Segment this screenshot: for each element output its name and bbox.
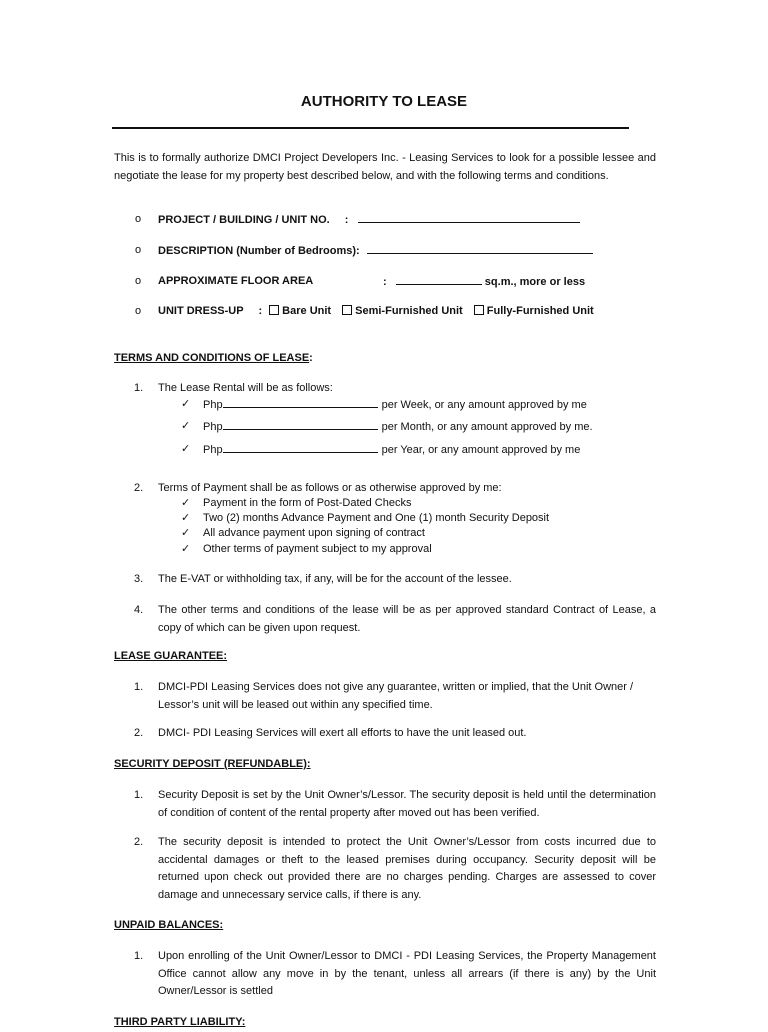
check-icon: ✓	[181, 527, 191, 539]
rental-year-blank[interactable]	[223, 441, 378, 453]
bullet-marker: o	[135, 275, 142, 287]
payment-line: All advance payment upon signing of contract	[203, 527, 425, 539]
terms-item-1-number: 1.	[134, 382, 144, 394]
floor-area-field	[158, 273, 313, 291]
check-icon: ✓	[181, 443, 191, 455]
check-icon: ✓	[181, 543, 191, 555]
rental-week-line: Php per Week, or any amount approved by me	[203, 396, 587, 415]
rental-month-blank[interactable]	[223, 418, 378, 430]
fully-furnished-label: Fully-Furnished Unit	[486, 305, 594, 317]
semi-furnished-label: Semi-Furnished Unit	[355, 305, 463, 317]
floor-area-label: APPROXIMATE FLOOR AREA	[158, 275, 314, 287]
project-label: PROJECT / BUILDING / UNIT NO.	[158, 214, 330, 226]
dress-up-colon: :	[258, 305, 263, 317]
unpaid-item-1: Upon enrolling of the Unit Owner/Lessor to DMCI - PDI Leasing Services, the Property Management Office cannot allow any move in by the tenant, unless all arrears (if there is any) by the Unit Owner/Lessor is settled	[158, 950, 656, 997]
document-title: AUTHORITY TO LEASE	[300, 93, 468, 110]
terms-item-2: Terms of Payment shall be as follows or as otherwise approved by me:	[158, 482, 502, 494]
terms-heading: TERMS AND CONDITIONS OF LEASE:	[114, 352, 313, 364]
check-icon: ✓	[181, 497, 191, 509]
floor-area-suffix: sq.m., more or less	[484, 276, 586, 288]
unpaid-heading: UNPAID BALANCES:	[114, 919, 224, 931]
third-party-heading: THIRD PARTY LIABILITY:	[114, 1016, 246, 1028]
terms-item-4-number: 4.	[134, 604, 144, 616]
guarantee-heading: LEASE GUARANTEE:	[114, 650, 228, 662]
bullet-marker: o	[135, 244, 142, 256]
check-icon: ✓	[181, 512, 191, 524]
guarantee-item-2: DMCI- PDI Leasing Services will exert all efforts to have the unit leased out.	[158, 727, 527, 739]
deposit-item-1: Security Deposit is set by the Unit Owner’s/Lessor. The security deposit is held until the determination of condition of content of the rental property after moved out has been verified.	[158, 789, 656, 819]
terms-item-1: The Lease Rental will be as follows:	[158, 382, 333, 394]
description-label: DESCRIPTION (Number of Bedrooms):	[158, 245, 360, 257]
semi-furnished-checkbox[interactable]	[342, 305, 352, 315]
guarantee-item-1: DMCI-PDI Leasing Services does not give any guarantee, written or implied, that the Unit Owner / Lessor’s unit will be leased out within any specified time.	[158, 681, 634, 711]
payment-line: Payment in the form of Post-Dated Checks	[203, 497, 412, 509]
dress-up-field	[158, 303, 594, 321]
project-colon: :	[344, 214, 349, 226]
terms-item-3: The E-VAT or withholding tax, if any, will be for the account of the lessee.	[158, 573, 512, 585]
payment-line: Other terms of payment subject to my approval	[203, 543, 432, 555]
title-divider	[112, 127, 629, 129]
bare-unit-label: Bare Unit	[282, 305, 332, 317]
bare-unit-checkbox[interactable]	[269, 305, 279, 315]
unpaid-item-1-number: 1.	[134, 950, 144, 962]
rental-week-blank[interactable]	[223, 396, 378, 408]
floor-area-value	[383, 273, 585, 292]
description-field	[158, 242, 593, 261]
fully-furnished-checkbox[interactable]	[474, 305, 484, 315]
floor-area-blank[interactable]	[396, 273, 482, 285]
rental-year-line: Php per Year, or any amount approved by me	[203, 441, 580, 460]
description-blank[interactable]	[367, 242, 593, 254]
guarantee-item-1-number: 1.	[134, 681, 144, 693]
deposit-heading: SECURITY DEPOSIT (REFUNDABLE):	[114, 758, 311, 770]
rental-month-line: Php per Month, or any amount approved by me.	[203, 418, 593, 437]
intro-paragraph: This is to formally authorize DMCI Project Developers Inc. - Leasing Services to look for a possible lessee and negotiate the lease for my property best described below, and with the following terms and conditions.	[114, 152, 656, 182]
terms-item-2-number: 2.	[134, 482, 144, 494]
deposit-item-1-number: 1.	[134, 789, 144, 801]
deposit-item-2: The security deposit is intended to protect the Unit Owner’s/Lessor from costs incurred due to accidental damages or theft to the leased premises during occupancy. Security deposit will be returned upon check out provided there are no charges pending. Charges are assessed to cover damage and unnecessary service calls, if there is any.	[158, 836, 656, 901]
project-field	[158, 211, 580, 230]
deposit-item-2-number: 2.	[134, 836, 144, 848]
floor-area-colon: :	[383, 276, 387, 288]
guarantee-item-2-number: 2.	[134, 727, 144, 739]
bullet-marker: o	[135, 213, 142, 225]
check-icon: ✓	[181, 398, 191, 410]
dress-up-label: UNIT DRESS-UP	[158, 305, 244, 317]
terms-item-3-number: 3.	[134, 573, 144, 585]
project-blank[interactable]	[358, 211, 580, 223]
check-icon: ✓	[181, 420, 191, 432]
bullet-marker: o	[135, 305, 142, 317]
terms-item-4: The other terms and conditions of the lease will be as per approved standard Contract of Lease, a copy of which can be given upon request.	[158, 604, 656, 634]
payment-line: Two (2) months Advance Payment and One (1) month Security Deposit	[203, 512, 550, 524]
